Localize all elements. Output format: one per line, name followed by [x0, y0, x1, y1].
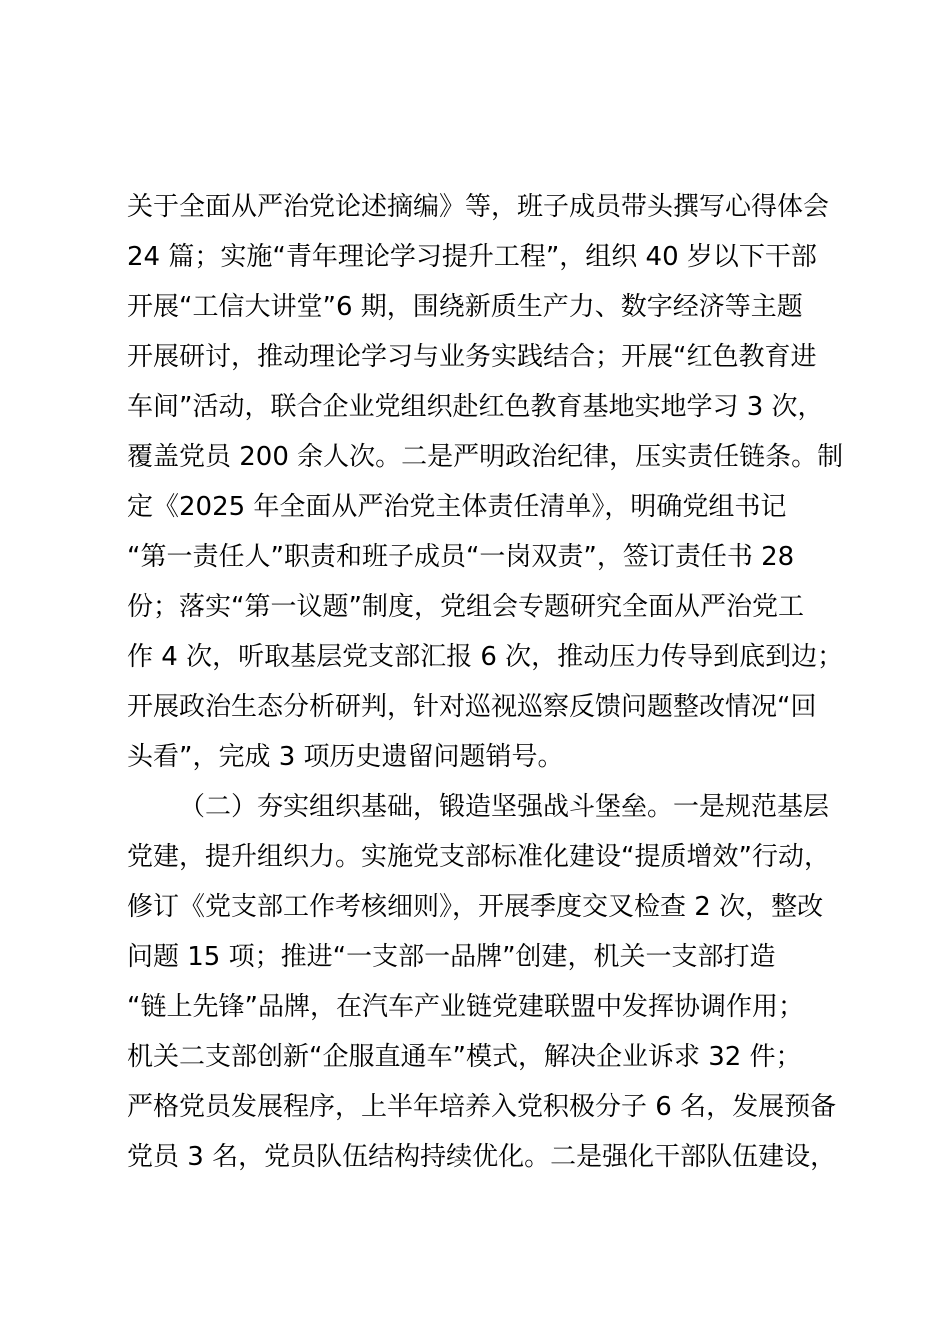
text-line: 作 4 次，听取基层党支部汇报 6 次，推动压力传导到底到边；	[127, 642, 844, 672]
text-line: 机关二支部创新“企服直通车”模式，解决企业诉求 32 件；	[127, 1042, 802, 1072]
text-line: 党建，提升组织力。实施党支部标准化建设“提质增效”行动，	[127, 842, 830, 872]
text-line: 24 篇；实施“青年理论学习提升工程”，组织 40 岁以下干部	[127, 242, 817, 272]
text-line: 定《2025 年全面从严治党主体责任清单》，明确党组书记	[127, 492, 787, 522]
section-heading-line: （二）夯实组织基础，锻造坚强战斗堡垒。一是规范基层	[179, 792, 830, 822]
text-line: 开展政治生态分析研判，针对巡视巡察反馈问题整改情况“回	[127, 692, 817, 722]
text-line: 开展“工信大讲堂”6 期，围绕新质生产力、数字经济等主题	[127, 292, 803, 322]
text-line: 覆盖党员 200 余人次。二是严明政治纪律，压实责任链条。制	[127, 442, 844, 472]
text-line: 头看”，完成 3 项历史遗留问题销号。	[127, 742, 564, 772]
body-text	[127, 182, 847, 1182]
text-line: 党员 3 名，党员队伍结构持续优化。二是强化干部队伍建设，	[127, 1142, 837, 1172]
text-line: 修订《党支部工作考核细则》，开展季度交叉检查 2 次，整改	[127, 892, 824, 922]
text-line: “第一责任人”职责和班子成员“一岗双责”，签订责任书 28	[127, 542, 795, 572]
text-line: 车间”活动，联合企业党组织赴红色教育基地实地学习 3 次，	[127, 392, 824, 422]
text-line: 关于全面从严治党论述摘编》等，班子成员带头撰写心得体会	[127, 192, 830, 222]
text-line: 开展研讨，推动理论学习与业务实践结合；开展“红色教育进	[127, 342, 817, 372]
text-line: 严格党员发展程序，上半年培养入党积极分子 6 名，发展预备	[127, 1092, 837, 1122]
text-line: 问题 15 项；推进“一支部一品牌”创建，机关一支部打造	[127, 942, 776, 972]
text-line: “链上先锋”品牌，在汽车产业链党建联盟中发挥协调作用；	[127, 992, 804, 1022]
text-line: 份；落实“第一议题”制度，党组会专题研究全面从严治党工	[127, 592, 804, 622]
